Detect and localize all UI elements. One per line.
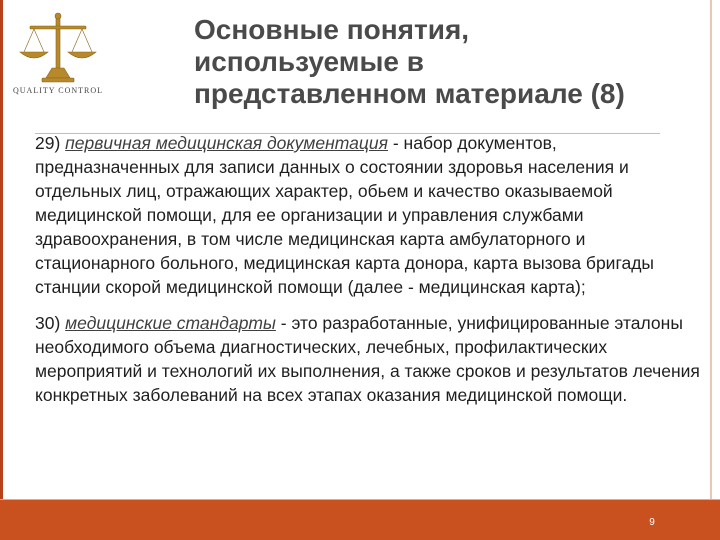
definition-text: - это разработанные, унифицированные эталоны необходимого объема диагностических, лечебных, профилактических мероприятий и технологий их выполнения, а также сроков и результатов лечения конкретных заболеваний на всех этапах оказания медицинской помощи. [35,313,700,405]
defined-term: медицинские стандарты [65,313,276,333]
title-line-2: используемые в [194,46,424,77]
left-frame-border [0,0,3,540]
item-number: 30) [35,313,66,333]
page-number: 9 [649,517,655,528]
title-line-3: представленном материале (8) [194,78,625,109]
scales-of-justice-icon [8,12,108,86]
footer-divider [0,499,720,500]
definition-29 [35,131,700,299]
right-frame-border [710,0,712,540]
slide-title [194,14,704,110]
definition-30 [35,311,700,407]
footer-bar [0,499,720,540]
defined-term: первичная медицинская документация [65,133,388,153]
quality-control-logo [8,12,108,104]
title-line-1: Основные понятия, [194,14,470,45]
logo-text: QUALITY CONTROL [12,86,104,95]
slide-content [35,131,700,407]
definition-text: - набор документов, предназначенных для записи данных о состоянии здоровья населения и отдельных лиц, отражающих характер, обьем и качество оказываемой медицинской помощи, для ее организации и управления службами здравоохранения, в том числе медицинская карта амбулаторного и стационарного больного, медицинская карта донора, карта вызова бригады станции скорой медицинской помощи (далее - медицинская карта); [35,133,654,297]
item-number: 29) [35,133,66,153]
